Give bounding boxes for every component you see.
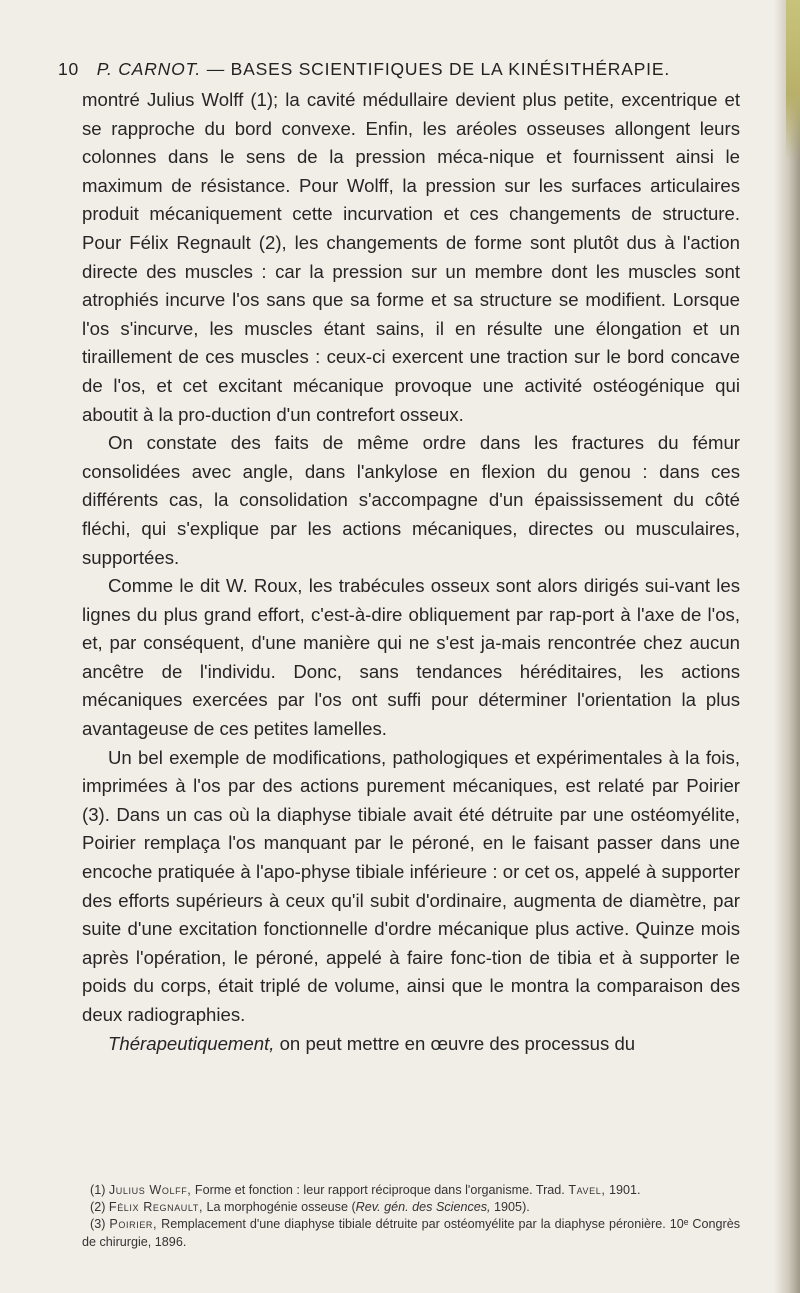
paragraph-3: Comme le dit W. Roux, les trabécules osseux sont alors dirigés sui-vant les lignes du plus grand effort, c'est-à-dire obliquement par rap-port à l'axe de l'os, et, par conséquent, d'une manière qui ne s'est ja-mais rencontrée chez aucun ancêtre de l'individu. Donc, sans tendances héréditaires, les actions mécaniques exercées par l'os ont suffi pour déterminer l'orientation la plus avantageuse de ces petites lamelles.: [82, 575, 740, 740]
footnote-2-text: La morphogénie osseuse (: [206, 1200, 356, 1215]
footnote-3-number: (3): [90, 1217, 106, 1232]
page-edge-tab: [786, 0, 800, 160]
paragraph-5-italic: Thérapeutiquement,: [108, 1032, 275, 1054]
footnote-2-journal: Rev. gén. des Sciences,: [355, 1200, 491, 1215]
paragraph-2: On constate des faits de même ordre dans les fractures du fémur consolidées avec angle, dans l'ankylose en flexion du genou : dans ces différents cas, la consolidation s'accompagne d'un épaississement du côté fléchi, qui s'explique par les actions mécaniques, directes ou musculaires, supportées.: [82, 432, 740, 568]
header-author: P. CARNOT.: [96, 59, 202, 79]
footnote-2-author: Félix Regnault,: [108, 1200, 204, 1215]
footnote-1-text: Forme et fonction : leur rapport réciproque dans l'organisme. Trad.: [194, 1183, 565, 1197]
page-edge-shadow: [774, 0, 800, 1293]
footnote-3-text: Remplacement d'une diaphyse tibiale détruite par ostéomyélite par la diaphyse péronière. 10ᵉ Congrès de chirurgie, 1896.: [82, 1217, 741, 1249]
footnote-2: [82, 1199, 740, 1216]
footnote-2-number: (2): [90, 1200, 106, 1215]
footnote-1-author: Julius Wolff,: [108, 1183, 192, 1197]
footnote-2-year: 1905).: [494, 1200, 530, 1215]
page-number: 10: [58, 59, 80, 79]
paragraph-5: [82, 1030, 740, 1059]
body-text: [82, 86, 740, 1058]
footnote-1-year: 1901.: [608, 1183, 641, 1197]
paragraph-1: montré Julius Wolff (1); la cavité médullaire devient plus petite, excentrique et se rapproche du bord convexe. Enfin, les aréoles osseuses allongent leurs colonnes dans le sens de la pression méca-nique et fournissent ainsi le maximum de résistance. Pour Wolff, la pression sur les surfaces articulaires produit mécaniquement cette incurvation et ces changements de structure. Pour Félix Regnault (2), les changements de forme sont plutôt dus à l'action directe des muscles : car la pression sur un membre dont les muscles sont atrophiés incurve l'os sans que sa forme et sa structure se modifient. Lorsque l'os s'incurve, les muscles étant sains, il en résulte une élongation et un tiraillement de ces muscles : ceux-ci exercent une traction sur le bord concave de l'os, et cet excitant mécanique provoque une activité ostéogénique qui aboutit à la pro-duction d'un contrefort osseux.: [82, 89, 740, 425]
footnote-1-translator: Tavel,: [568, 1183, 606, 1197]
running-header: [58, 59, 748, 80]
footnote-3: [82, 1216, 740, 1250]
footnote-3-author: Poirier,: [109, 1217, 158, 1232]
footnote-1: [82, 1182, 740, 1199]
paragraph-5-rest: on peut mettre en œuvre des processus du: [279, 1032, 636, 1054]
footnotes: [82, 1182, 740, 1251]
footnote-1-number: (1): [90, 1183, 106, 1197]
paragraph-4: Un bel exemple de modifications, pathologiques et expérimentales à la fois, imprimées à l'os par des actions purement mécaniques, est relaté par Poirier (3). Dans un cas où la diaphyse tibiale avait été détruite par une ostéomyélite, Poirier remplaça l'os manquant par le péroné, en le faisant passer dans une encoche pratiquée à l'apo-physe tibiale inférieure : or cet os, appelé à supporter des efforts supérieurs à ceux qu'il subit d'ordinaire, augmenta de diamètre, par suite d'une excitation fonctionnelle d'ordre mécanique plus active. Quinze mois après l'opération, le péroné, appelé à faire fonc-tion de tibia et à supporter le poids du corps, était triplé de volume, ainsi que le montra la comparaison des deux radiographies.: [82, 746, 740, 1025]
header-title: — BASES SCIENTIFIQUES DE LA KINÉSITHÉRAPIE.: [206, 59, 670, 79]
